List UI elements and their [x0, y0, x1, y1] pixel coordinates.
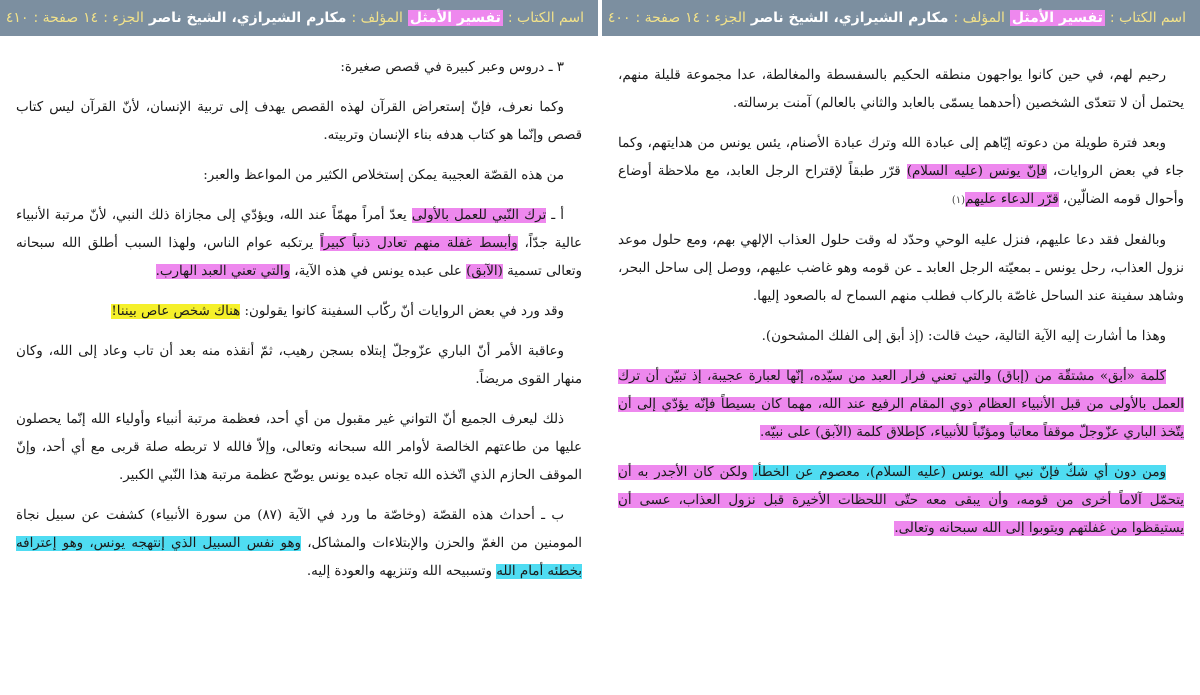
- highlight-magenta: (الآبق): [466, 264, 503, 279]
- highlight-magenta: والتي تعني العبد الهارب.: [155, 264, 291, 279]
- text-run: من هذه القصّة العجيبة يمكن إستخلاص الكثير من المواعظ والعبر:: [203, 168, 564, 183]
- text-run: يعدّ أمراً مهمّاً عند الله، ويؤدّي إلى مجازاة ذلك النبي، لأنّ مرتبة الأنبياء عالية جدّاً،: [16, 208, 583, 251]
- paragraph: [618, 227, 1184, 311]
- text-run: رحيم لهم، في حين كانوا يواجهون منطقه الحكيم بالسفسطة والمغالطة، عدا مجموعة قليلة منهم، يحتمل أن لا تتعدّى الشخصين (أحدهما يسمّى بالعابد والثاني بالعالم) آمنت برسالته.: [618, 68, 1184, 111]
- text-run: قرّر طبقاً لإقتراح الرجل العابد، مع ملاحظة أوضاع وأحوال قومه الضالّين،: [618, 164, 1184, 207]
- highlight-yellow: هناك شخص عاص بيننا!: [111, 304, 241, 319]
- paragraph: [16, 502, 582, 586]
- text-run: وهذا ما أشارت إليه الآية التالية، حيث قالت: (إذ أبق إلى الفلك المشحون).: [761, 329, 1166, 344]
- paragraph: [16, 94, 582, 150]
- paragraph: [618, 130, 1184, 215]
- page-number: ٤٠٠: [607, 10, 631, 26]
- author-label: المؤلف :: [953, 10, 1005, 26]
- author-name: مكارم الشيرازي، الشيخ ناصر: [148, 10, 347, 26]
- paragraph: [16, 162, 582, 190]
- left-page: [0, 0, 598, 695]
- highlight-magenta: فإنّ يونس (عليه السلام): [906, 164, 1047, 179]
- text-run: وبالفعل فقد دعا عليهم، فنزل عليه الوحي وحدّد له وقت حلول العذاب الإلهي بهم، ومع حلول موعد نزول العذاب، رحل يونس ـ بمعيّته الرجل العابد ـ عن قومه وهو غاضب عليهم، ووصل إلى ساحل البحر، وشاهد سفينة عند الساحل غاصّة بالركاب فطلب منهم السماح له بالصعود إليها.: [618, 233, 1184, 304]
- paragraph: [16, 298, 582, 326]
- paragraph: [16, 202, 582, 286]
- author-name: مكارم الشيرازي، الشيخ ناصر: [750, 10, 949, 26]
- part-label: الجزء :: [103, 10, 144, 26]
- highlight-cyan: وهو نفس السبيل الذي إنتهجه يونس، وهو إعترافه بخطئه أمام الله: [16, 536, 582, 579]
- text-run: أ ـ: [546, 208, 564, 223]
- highlight-magenta: قرّر الدعاء عليهم: [965, 192, 1059, 207]
- book-label: اسم الكتاب :: [507, 10, 584, 26]
- page-header: [602, 0, 1200, 36]
- text-run: على عبده يونس في هذه الآية،: [290, 264, 467, 279]
- text-run: ٣ ـ دروس وعبر كبيرة في قصص صغيرة:: [340, 60, 564, 75]
- book-title: تفسير الأمثل: [409, 10, 501, 26]
- text-run: وعاقبة الأمر أنّ الباري عزّوجلّ إبتلاه بسجن رهيب، ثمّ أنقذه منه بعد أن تاب وعاد إلى الله، وكان منهار القوى مريضاً.: [16, 344, 582, 387]
- page-body: [602, 36, 1200, 543]
- text-run: وتسبيحه الله وتنزيهه والعودة إليه.: [306, 564, 497, 579]
- page-number: ٤١٠: [5, 10, 29, 26]
- highlight-magenta: وأبسط غفلة منهم تعادل ذنباً كبيراً: [320, 236, 518, 251]
- text-run: وكما نعرف، فإنّ إستعراض القرآن لهذه القصص يهدف إلى تربية الإنسان، لأنّ القرآن ليس كتاب قصص وإنّما هو كتاب هدفه بناء الإنسان وتربيته.: [16, 100, 582, 143]
- paragraph: [16, 54, 582, 82]
- page-label: صفحة :: [33, 10, 79, 26]
- paragraph: [618, 62, 1184, 118]
- paragraph: [618, 459, 1184, 543]
- part-value: ١٤: [685, 10, 701, 26]
- page-body: [0, 36, 598, 586]
- paragraph: [618, 323, 1184, 351]
- part-value: ١٤: [83, 10, 99, 26]
- text-run: ب ـ أحداث هذه القصّة (وخاصّة ما ورد في الآية (٨٧) من سورة الأنبياء) كشفت عن سبيل نجاة المومنين من الغمّ والحزن والإبتلاءات والمشاكل،: [16, 508, 582, 551]
- highlight-magenta: كلمة «أبق» مشتقّة من (إباق) والتي تعني فرار العبد من سيّده، إنّها لعبارة عجيبة، إذ تبيّن أن ترك العمل بالأولى من قبل الأنبياء العظام ذوي المقام الرفيع عند الله، مهما كان بسيطاً فإنّه يؤدّي إلى أن يتّخذ الباري عزّوجلّ موقفاً معاتباً ومؤنّباً للأنبياء، كإطلاق كلمة (الآبق) على نبيّه.: [618, 369, 1184, 440]
- right-page: [602, 0, 1200, 695]
- paragraph: [16, 406, 582, 490]
- text-run: وبعد فترة طويلة من دعوته إيّاهم إلى عبادة الله وترك عبادة الأصنام، يئس يونس من هدايتهم، وكما جاء في بعض الروايات،: [618, 136, 1184, 179]
- page-header: [0, 0, 598, 36]
- highlight-cyan: ومن دون أي شكّ فإنّ نبي الله يونس (عليه السلام)، معصوم عن الخطأ،: [753, 465, 1167, 480]
- text-run: وقد ورد في بعض الروايات أنّ ركّاب السفينة كانوا يقولون:: [240, 304, 564, 319]
- part-label: الجزء :: [705, 10, 746, 26]
- paragraph: [618, 363, 1184, 447]
- highlight-magenta: ولكن كان الأجدر به أن يتحمّل آلاماً أخرى من قومه، وأن يبقى معه حتّى اللحظات الأخيرة قبل نزول العذاب، عسى أن يستيقظوا من غفلتهم ويتوبوا إلى الله سبحانه وتعالى.: [618, 465, 1184, 536]
- book-label: اسم الكتاب :: [1109, 10, 1186, 26]
- author-label: المؤلف :: [351, 10, 403, 26]
- text-run: يرتكبه عوام الناس، ولهذا السبب أطلق الله سبحانه وتعالى تسمية: [16, 236, 582, 279]
- footnote-marker: (١): [951, 195, 966, 206]
- paragraph: [16, 338, 582, 394]
- book-title: تفسير الأمثل: [1011, 10, 1103, 26]
- highlight-magenta: ترك النّبي للعمل بالأولى: [411, 208, 547, 223]
- text-run: ذلك ليعرف الجميع أنّ التواني غير مقبول من أي أحد، فعظمة مرتبة أنبياء وأولياء الله إنّما يحصلون عليها من طاعتهم الخالصة لأوامر الله سبحانه وتعالى، وإلاّ فالله لا تربطه صلة قربى مع أي أحد، وإنّ الموقف الحازم الذي اتّخذه الله تجاه عبده يونس يوضّح عظمة مرتبة هذا النّبي الكبير.: [16, 412, 582, 483]
- page-label: صفحة :: [635, 10, 681, 26]
